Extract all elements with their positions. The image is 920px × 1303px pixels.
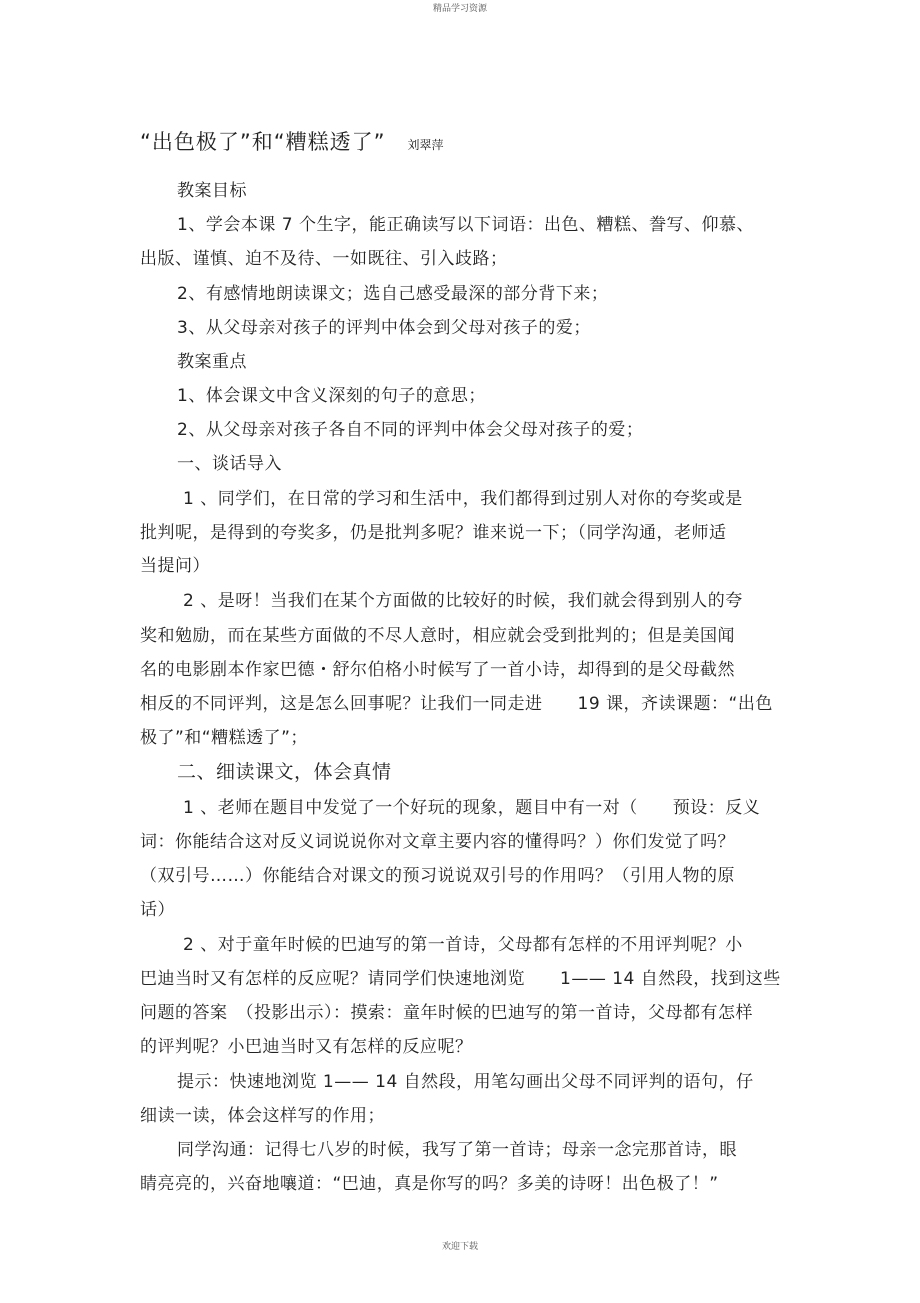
text-line: 极了”和“糟糕透了”； — [140, 728, 308, 748]
text-line: 3、从父母亲对孩子的评判中体会到父母对孩子的爱； — [177, 318, 591, 338]
text-line: 1、学会本课 7 个生字，能正确读写以下词语：出色、糟糕、誊写、仰慕、 — [177, 215, 754, 235]
text-line: 出版、谨慎、迫不及待、一如既往、引入歧路； — [140, 249, 508, 269]
text-line: 2 、是呀！当我们在某个方面做的比较好的时候，我们就会得到别人的夸 — [183, 591, 743, 611]
page-header: 精品学习资源 — [432, 4, 487, 14]
text-line: 批判呢，是得到的夸奖多，仍是批判多呢？谁来说一下；（同学沟通，老师适 — [140, 523, 727, 543]
text-line: （双引号……）你能结合对课文的预习说说双引号的作用吗？（引用人物的原 — [140, 866, 735, 886]
text-line: 当提问） — [140, 556, 210, 576]
section-heading: 教案重点 — [177, 352, 247, 372]
text-line: 相反的不同评判，这是怎么回事呢？让我们一同走进 19 课，齐读课题：“出色 — [140, 694, 773, 714]
section-heading: 一、谈话导入 — [177, 454, 282, 474]
section-heading: 二、细读课文，体会真情 — [177, 761, 392, 783]
text-line: 话） — [140, 900, 175, 920]
text-line: 2、有感情地朗读课文；选自己感受最深的部分背下来； — [177, 284, 609, 304]
text-line: 名的电影剧本作家巴德・舒尔伯格小时候写了一首小诗，却得到的是父母截然 — [140, 660, 735, 680]
text-line: 提示：快速地浏览 1—— 14 自然段，用笔勾画出父母不同评判的语句，仔 — [177, 1072, 754, 1092]
text-line: 2 、对于童年时候的巴迪写的第一首诗，父母都有怎样的不用评判呢？小 — [183, 935, 743, 955]
text-line: 2、从父母亲对孩子各自不同的评判中体会父母对孩子的爱； — [177, 420, 644, 440]
text-line: 1、体会课文中含义深刻的句子的意思； — [177, 386, 486, 406]
text-line: 1 、老师在题目中发觉了一个好玩的现象，题目中有一对（ 预设：反义 — [183, 798, 761, 818]
text-line: 同学沟通：记得七八岁的时候，我写了第一首诗；母亲一念完那首诗，眼 — [177, 1140, 737, 1160]
text-line: 奖和勉励，而在某些方面做的不尽人意时，相应就会受到批判的；但是美国闻 — [140, 626, 735, 646]
author: 刘翠萍 — [407, 138, 444, 152]
page-footer: 欢迎下载 — [441, 1242, 478, 1252]
text-line: 的评判呢？小巴迪当时又有怎样的反应呢？ — [140, 1037, 473, 1057]
title-row — [140, 126, 444, 156]
text-line: 睛亮亮的，兴奋地嚷道：“巴迪，真是你写的吗？多美的诗呀！出色极了！” — [140, 1174, 719, 1194]
text-line: 问题的答案 （投影出示）：摸索：童年时候的巴迪写的第一首诗，父母都有怎样 — [140, 1003, 753, 1023]
text-line: 1 、同学们，在日常的学习和生活中，我们都得到过别人对你的夸奖或是 — [183, 489, 743, 509]
text-line: 巴迪当时又有怎样的反应呢？请同学们快速地浏览 1—— 14 自然段，找到这些 — [140, 969, 781, 989]
text-line: 细读一读，体会这样写的作用； — [140, 1106, 385, 1126]
text-line: 词：你能结合这对反义词说说你对文章主要内容的懂得吗？）你们发觉了吗？ — [140, 832, 735, 852]
section-heading: 教案目标 — [177, 181, 247, 201]
page-title: “出色极了”和“糟糕透了” — [140, 130, 386, 154]
